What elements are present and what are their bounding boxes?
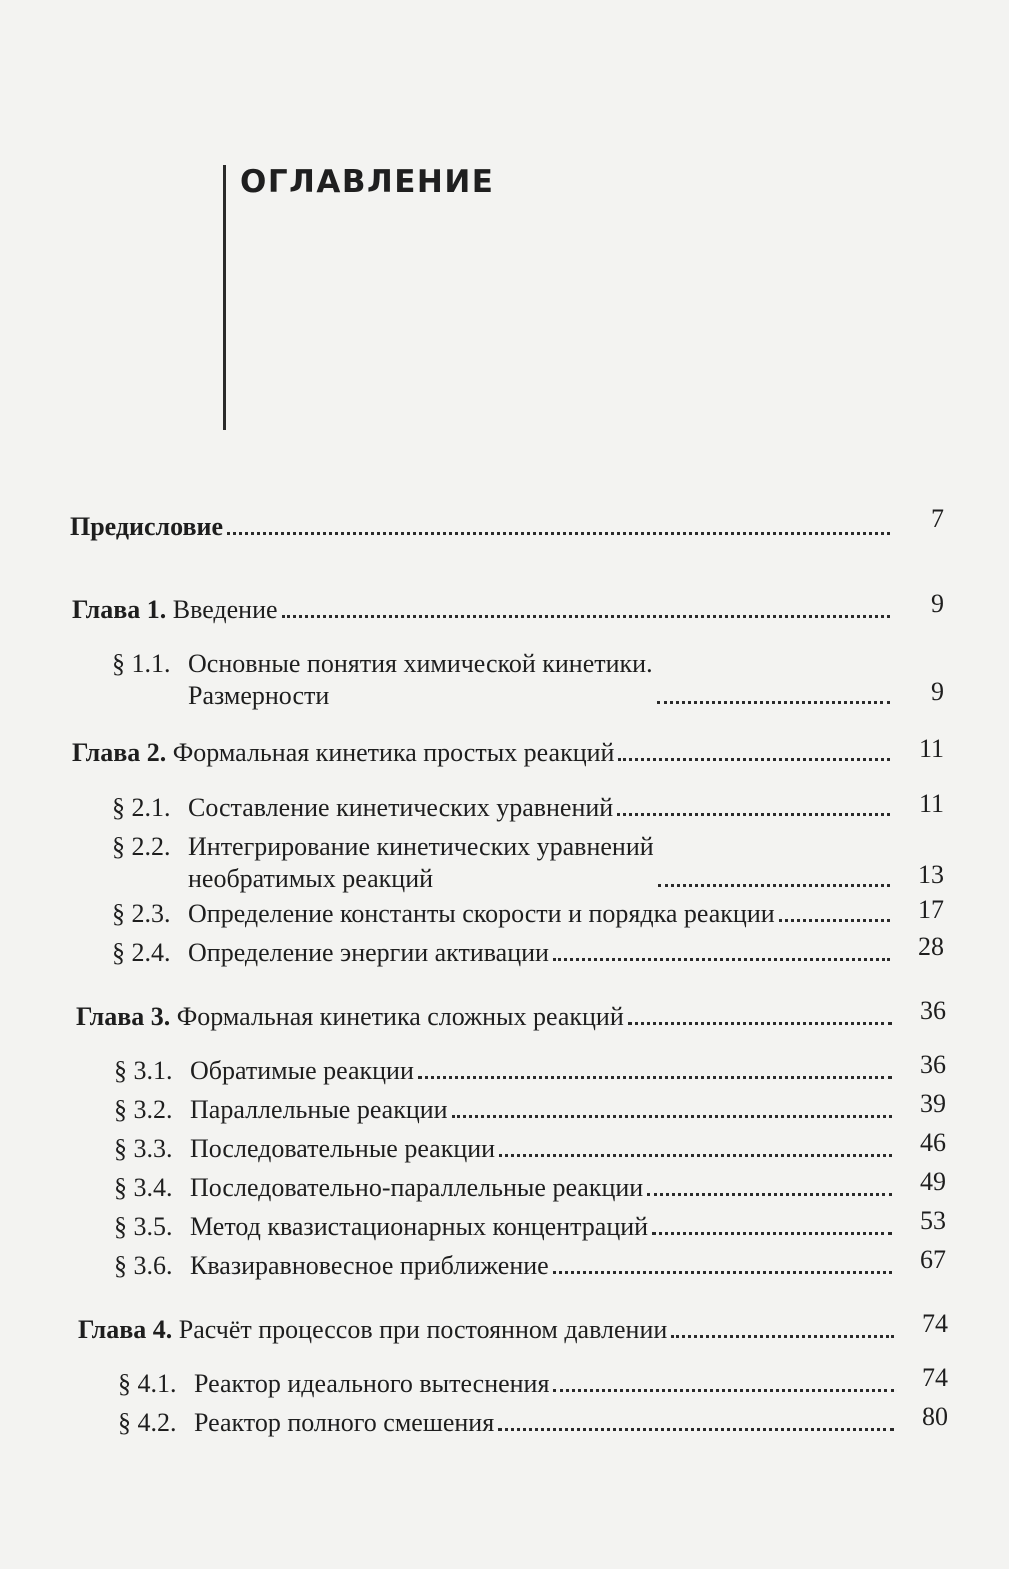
toc-entry-label: Интегрирование кинетических уравнений xyxy=(188,832,654,861)
toc-entry-label: Реактор полного смешения xyxy=(194,1408,495,1437)
toc-entry-section-3-6[interactable] xyxy=(114,1245,946,1282)
toc-entry-title xyxy=(188,792,613,824)
toc-entry-title xyxy=(76,1001,624,1033)
toc-entry-title xyxy=(72,594,278,626)
toc-entry-label: Обратимые реакции xyxy=(190,1056,414,1085)
toc-entry-label: Расчёт процессов при постоянном давлении xyxy=(178,1315,668,1344)
toc-entry-section-3-2[interactable] xyxy=(114,1089,946,1126)
toc-entry-prefix: Глава 4. xyxy=(78,1315,173,1344)
toc-page-number: 39 xyxy=(920,1089,946,1118)
dot-leader xyxy=(452,1115,892,1118)
toc-page-number: 53 xyxy=(920,1206,946,1235)
toc-section-number: § 3.1. xyxy=(114,1056,173,1085)
toc-entry-section-4-2[interactable] xyxy=(118,1402,948,1439)
toc-section-number: § 4.2. xyxy=(118,1408,177,1437)
toc-entry-chapter-3[interactable] xyxy=(76,996,946,1033)
toc-entry-section-2-4[interactable] xyxy=(112,932,944,969)
toc-entry-chapter-4[interactable] xyxy=(78,1309,948,1346)
page-title: ОГЛАВЛЕНИЕ xyxy=(240,164,495,200)
toc-section-number: § 4.1. xyxy=(118,1369,177,1398)
toc-entry-title xyxy=(194,1368,549,1400)
toc-entry-label: Формальная кинетика простых реакций xyxy=(172,738,615,767)
toc-section-number: § 3.3. xyxy=(114,1134,173,1163)
toc-page-number: 11 xyxy=(918,789,944,818)
toc-entry-title xyxy=(188,648,653,712)
dot-leader xyxy=(227,532,890,535)
toc-entry-section-3-1[interactable] xyxy=(114,1050,946,1087)
dot-leader xyxy=(553,958,890,961)
toc-page-number: 49 xyxy=(920,1167,946,1196)
toc-entry-prefix: Глава 2. xyxy=(72,738,167,767)
toc-entry-label: Последовательные реакции xyxy=(190,1134,496,1163)
toc-page-number: 46 xyxy=(920,1128,946,1157)
toc-entry-title xyxy=(70,511,223,543)
heading-rule xyxy=(223,165,226,430)
toc-section-number: § 3.5. xyxy=(114,1212,173,1241)
dot-leader xyxy=(657,701,890,704)
toc-entry-label: Последовательно-параллельные реакции xyxy=(190,1173,644,1202)
toc-entry-title xyxy=(190,1133,495,1165)
toc-entry-label-continued: необратимых реакций xyxy=(188,864,434,893)
toc-entry-label: Формальная кинетика сложных реакций xyxy=(176,1002,624,1031)
toc-section-number: § 2.3. xyxy=(112,899,171,928)
toc-entry-label: Определение константы скорости и порядка реакции xyxy=(188,899,775,928)
toc-page-number: 36 xyxy=(920,996,946,1025)
toc-page-number: 17 xyxy=(918,895,944,924)
toc-entry-title xyxy=(190,1211,648,1243)
toc-entry-label: Определение энергии активации xyxy=(188,938,549,967)
dot-leader xyxy=(553,1389,894,1392)
dot-leader xyxy=(628,1022,892,1025)
toc-entry-label: Введение xyxy=(172,595,278,624)
toc-section-number: § 1.1. xyxy=(112,649,171,678)
toc-page-number: 9 xyxy=(931,677,944,706)
toc-entry-section-3-4[interactable] xyxy=(114,1167,946,1204)
dot-leader xyxy=(779,919,890,922)
dot-leader xyxy=(553,1271,892,1274)
toc-entry-section-4-1[interactable] xyxy=(118,1363,948,1400)
toc-entry-title xyxy=(190,1172,643,1204)
toc-page-number: 74 xyxy=(922,1309,948,1338)
toc-section-number: § 2.2. xyxy=(112,832,171,861)
toc-page-number: 7 xyxy=(931,504,944,533)
toc-page-number: 80 xyxy=(922,1402,948,1431)
toc-entry-section-3-5[interactable] xyxy=(114,1206,946,1243)
toc-entry-prefix: Предисловие xyxy=(70,512,224,541)
toc-page-number: 74 xyxy=(922,1363,948,1392)
dot-leader xyxy=(498,1428,894,1431)
toc-entry-section-2-3[interactable] xyxy=(112,895,944,930)
toc-entry-chapter-2[interactable] xyxy=(72,734,944,769)
toc-entry-title xyxy=(194,1407,494,1439)
dot-leader xyxy=(499,1154,892,1157)
toc-entry-label-continued: Размерности xyxy=(188,681,330,710)
toc-entry-title xyxy=(190,1055,414,1087)
toc-entry-title xyxy=(78,1314,667,1346)
toc-entry-label: Метод квазистационарных концентраций xyxy=(190,1212,649,1241)
toc-page-number: 28 xyxy=(918,932,944,961)
dot-leader xyxy=(658,884,890,887)
dot-leader xyxy=(617,813,890,816)
toc-entry-label: Квазиравновесное приближение xyxy=(190,1251,549,1280)
toc-entry-title xyxy=(188,937,549,969)
toc-section-number: § 2.4. xyxy=(112,938,171,967)
dot-leader xyxy=(418,1076,892,1079)
toc-entry-section-3-3[interactable] xyxy=(114,1128,946,1165)
toc-entry-prefix: Глава 1. xyxy=(72,595,167,624)
toc-entry-title xyxy=(188,898,775,930)
toc-entry-section-1-1[interactable] xyxy=(112,648,944,712)
toc-section-number: § 3.4. xyxy=(114,1173,173,1202)
toc-entry-title xyxy=(190,1094,448,1126)
toc-entry-title xyxy=(188,831,654,895)
toc-entry-section-2-2[interactable] xyxy=(112,831,944,895)
toc-section-number: § 2.1. xyxy=(112,793,171,822)
toc-entry-preface[interactable] xyxy=(70,504,944,543)
toc-entry-label: Параллельные реакции xyxy=(190,1095,448,1124)
dot-leader xyxy=(282,615,890,618)
toc-page-number: 36 xyxy=(920,1050,946,1079)
dot-leader xyxy=(618,758,890,761)
toc-entry-label: Основные понятия химической кинетики. xyxy=(188,649,653,678)
dot-leader xyxy=(647,1193,892,1196)
toc-page-number: 9 xyxy=(931,589,944,618)
toc-entry-chapter-1[interactable] xyxy=(72,589,944,626)
toc-page-number: 67 xyxy=(920,1245,946,1274)
toc-entry-label: Составление кинетических уравнений xyxy=(188,793,614,822)
toc-entry-title xyxy=(72,737,614,769)
toc-section-number: § 3.2. xyxy=(114,1095,173,1124)
dot-leader xyxy=(652,1232,892,1235)
toc-entry-section-2-1[interactable] xyxy=(112,789,944,824)
toc-section-number: § 3.6. xyxy=(114,1251,173,1280)
toc-entry-title xyxy=(190,1250,549,1282)
toc-page-number: 11 xyxy=(918,734,944,763)
toc-page-number: 13 xyxy=(918,860,944,889)
dot-leader xyxy=(671,1335,894,1338)
toc-entry-prefix: Глава 3. xyxy=(76,1002,171,1031)
toc-entry-label: Реактор идеального вытеснения xyxy=(194,1369,550,1398)
